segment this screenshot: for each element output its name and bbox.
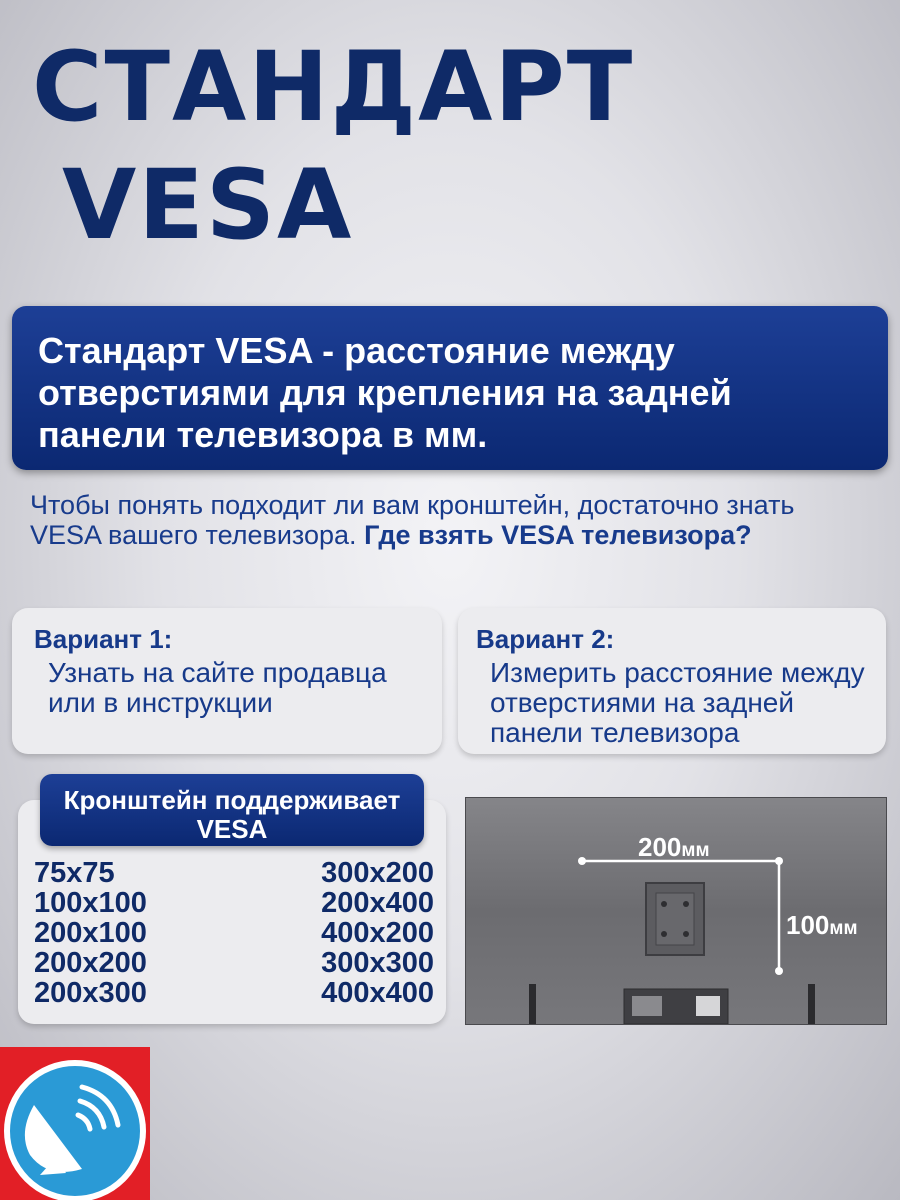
tv-stand-foot-left xyxy=(529,984,536,1024)
width-dimension-label: 200мм xyxy=(638,832,710,862)
tv-back-panel-image xyxy=(465,797,887,1025)
variant-2-title: Вариант 2: xyxy=(476,624,615,654)
vesa-size: 200x200 xyxy=(34,947,147,979)
tv-stand-foot-right xyxy=(808,984,815,1024)
intro-text xyxy=(30,490,870,550)
intro-question: Где взять VESA телевизора? xyxy=(364,520,752,550)
vesa-size: 400x400 xyxy=(321,977,434,1009)
page-title xyxy=(32,28,634,264)
intro-statement: Чтобы понять подходит ли вам кронштейн, достаточно знать VESA вашего телевизора. xyxy=(30,490,795,550)
bracket-supports-banner: Кронштейн поддерживает VESA xyxy=(40,774,424,846)
variant-1-title: Вариант 1: xyxy=(34,624,173,654)
vesa-size: 200x400 xyxy=(321,887,434,919)
vesa-size: 300x300 xyxy=(321,947,434,979)
vesa-size: 300x200 xyxy=(321,857,434,889)
variant-1-text: Узнать на сайте продавца или в инструкции xyxy=(48,657,387,718)
vesa-size: 400x200 xyxy=(321,917,434,949)
variant-1-card xyxy=(12,608,442,754)
vesa-size: 100x100 xyxy=(34,887,147,919)
vesa-size: 200x100 xyxy=(34,917,147,949)
satellite-dish-logo xyxy=(0,1047,150,1200)
title-line-1: СТАНДАРТ xyxy=(32,31,635,143)
variant-2-text: Измерить расстояние между отверстиями на задней панели телевизора xyxy=(490,657,865,748)
height-dimension-label: 100мм xyxy=(786,910,858,940)
title-line-2: VESA xyxy=(62,149,354,261)
definition-banner: Стандарт VESA - расстояние между отверстиями для крепления на задней панели телевизора в мм. xyxy=(12,306,888,470)
vesa-size: 200x300 xyxy=(34,977,147,1009)
variant-2-card xyxy=(458,608,886,754)
vesa-sizes-list xyxy=(34,858,434,1008)
vesa-size: 75x75 xyxy=(34,857,115,889)
